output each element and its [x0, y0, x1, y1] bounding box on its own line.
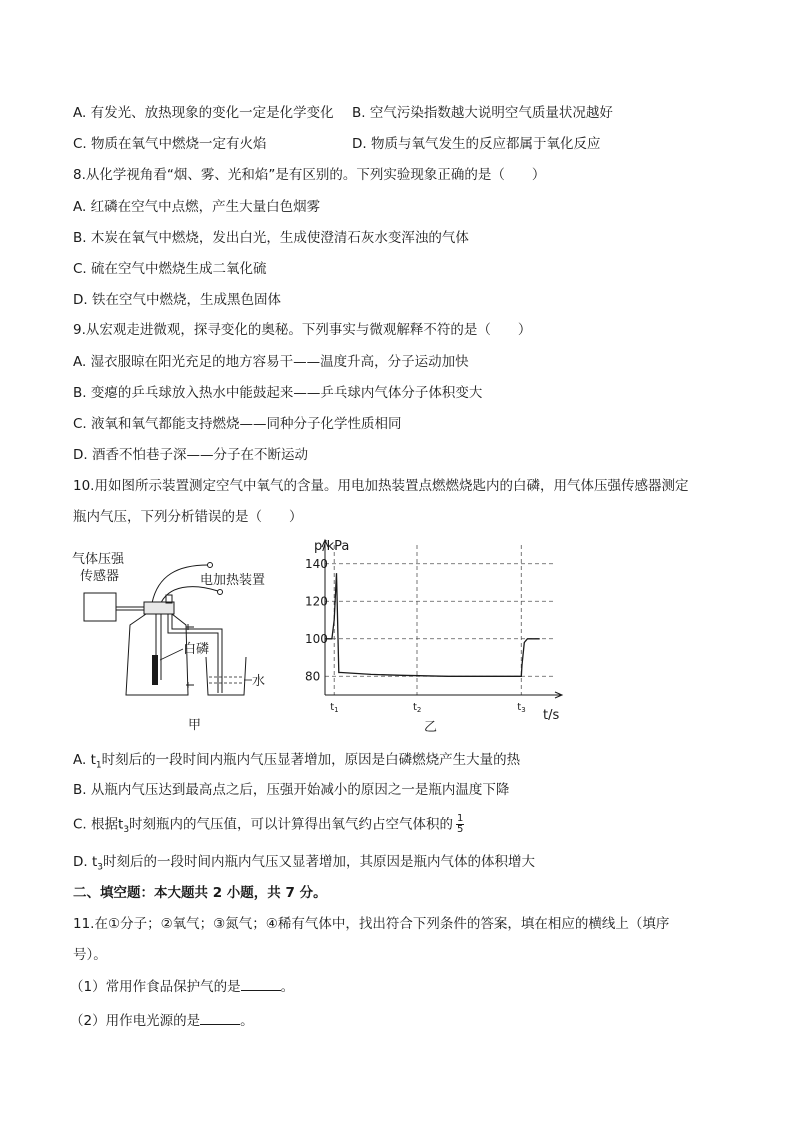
- rubber-stopper: [144, 602, 174, 614]
- fraction-denominator: 5: [457, 824, 464, 835]
- y-tick-100: 100: [305, 631, 328, 646]
- q11-sub2: [70, 1012, 254, 1030]
- fraction-numerator: 1: [457, 813, 464, 824]
- apparatus-drawing: [68, 545, 298, 735]
- answer-blank-2[interactable]: [200, 1012, 240, 1025]
- q9-option-b: B. 变瘪的乒乓球放入热水中能鼓起来——乒乓球内气体分子体积变大: [73, 385, 483, 401]
- q11-sub1-end: 。: [280, 979, 295, 995]
- apparatus-figure: [68, 545, 298, 735]
- q8-option-a: A. 红磷在空气中点燃，产生大量白色烟雾: [73, 199, 321, 215]
- q8-option-b: B. 木炭在氧气中燃烧，发出白光，生成使澄清石灰水变浑浊的气体: [73, 230, 469, 246]
- q11-sub1-text: （1）常用作食品保护气的是: [70, 979, 241, 995]
- q7-option-a: A. 有发光、放热现象的变化一定是化学变化: [73, 105, 334, 121]
- pressure-curve: [325, 573, 540, 676]
- chart-y-axis-label: p/kPa: [314, 539, 350, 554]
- section-heading: 二、填空题：本大题共 2 小题，共 7 分。: [73, 885, 327, 901]
- q10-option-d-prefix: D. t: [73, 854, 98, 870]
- q10-option-a-prefix: A.: [73, 752, 91, 768]
- q11-sub2-text: （2）用作电光源的是: [70, 1013, 201, 1029]
- q10-option-a-text: 时刻后的一段时间内瓶内气压显著增加，原因是白磷燃烧产生大量的热: [101, 752, 521, 768]
- q11-sub2-end: 。: [240, 1013, 254, 1029]
- q10-stem-line2: 瓶内气压，下列分析错误的是（ ）: [73, 509, 303, 525]
- q9-option-c: C. 液氧和氧气都能支持燃烧——同种分子化学性质相同: [73, 416, 402, 432]
- x-tick-t1: $t_1$: [330, 702, 339, 714]
- fraction-one-fifth: [456, 814, 464, 835]
- pressure-sensor-box: [84, 593, 116, 621]
- q10-option-d: [73, 853, 535, 877]
- q11-stem-line1: 11.在①分子；②氧气；③氮气；④稀有气体中，找出符合下列条件的答案，填在相应的横线上（填序: [73, 916, 670, 932]
- q10-stem-line1: 10.用如图所示装置测定空气中氧气的含量。用电加热装置点燃燃烧匙内的白磷，用气体压强传感器测定: [73, 478, 689, 494]
- q11-stem-line2: 号）。: [73, 947, 107, 963]
- q9-option-a: A. 湿衣服晾在阳光充足的地方容易干——温度升高，分子运动加快: [73, 354, 469, 370]
- q8-option-d: D. 铁在空气中燃烧，生成黑色固体: [73, 292, 281, 308]
- pressure-chart: [300, 535, 570, 735]
- pressure-chart-svg: [300, 535, 570, 735]
- y-tick-140: 140: [305, 556, 328, 571]
- sensor-label-1: 气体压强: [72, 552, 125, 567]
- water-beaker: [206, 657, 246, 695]
- chart-caption: 乙: [424, 720, 438, 735]
- q10-option-c-prefix: C. 根据t: [73, 816, 124, 833]
- x-tick-t2: $t_2$: [413, 702, 422, 714]
- q10-option-a: [73, 751, 520, 775]
- chart-x-axis-label: t/s: [543, 708, 560, 723]
- q10-option-c-text: 时刻瓶内的气压值，可以计算得出氧气约占空气体积的: [129, 816, 454, 833]
- heater-label: 电加热装置: [200, 573, 266, 588]
- q9-option-d: D. 酒香不怕巷子深——分子在不断运动: [73, 447, 308, 463]
- q10-option-c: [73, 814, 464, 839]
- q8-stem: 8.从化学视角看“烟、雾、光和焰”是有区别的。下列实验现象正确的是（ ）: [73, 167, 546, 183]
- q8-option-c: C. 硫在空气中燃烧生成二氧化硫: [73, 261, 267, 277]
- q10-option-c-sub: 3: [123, 825, 130, 836]
- q7-option-d: D. 物质与氧气发生的反应都属于氧化反应: [352, 136, 601, 152]
- phosphorus-label: 白磷: [183, 642, 210, 657]
- q7-option-b: B. 空气污染指数越大说明空气质量状况越好: [352, 105, 613, 121]
- answer-blank-1[interactable]: [241, 978, 281, 991]
- q7-option-c: C. 物质在氧气中燃烧一定有火焰: [73, 136, 267, 152]
- q11-sub1: [70, 978, 294, 996]
- y-tick-80: 80: [305, 669, 321, 684]
- q10-option-b: B. 从瓶内气压达到最高点之后，压强开始减小的原因之一是瓶内温度下降: [73, 782, 510, 798]
- q9-stem: 9.从宏观走进微观，探寻变化的奥秘。下列事实与微观解释不符的是（ ）: [73, 322, 532, 338]
- y-tick-120: 120: [305, 594, 328, 609]
- water-label: 水: [252, 674, 266, 689]
- sensor-label-2: 传感器: [80, 569, 120, 584]
- q10-option-d-text: 时刻后的一段时间内瓶内气压又显著增加，其原因是瓶内气体的体积增大: [103, 854, 536, 870]
- q10-option-a-t: t: [90, 752, 96, 768]
- x-tick-t3: $t_3$: [517, 702, 526, 714]
- phosphorus-spoon: [152, 655, 158, 685]
- apparatus-caption: 甲: [188, 718, 202, 733]
- q10-option-d-sub: 3: [97, 862, 104, 873]
- q10-option-a-sub: 1: [95, 760, 102, 771]
